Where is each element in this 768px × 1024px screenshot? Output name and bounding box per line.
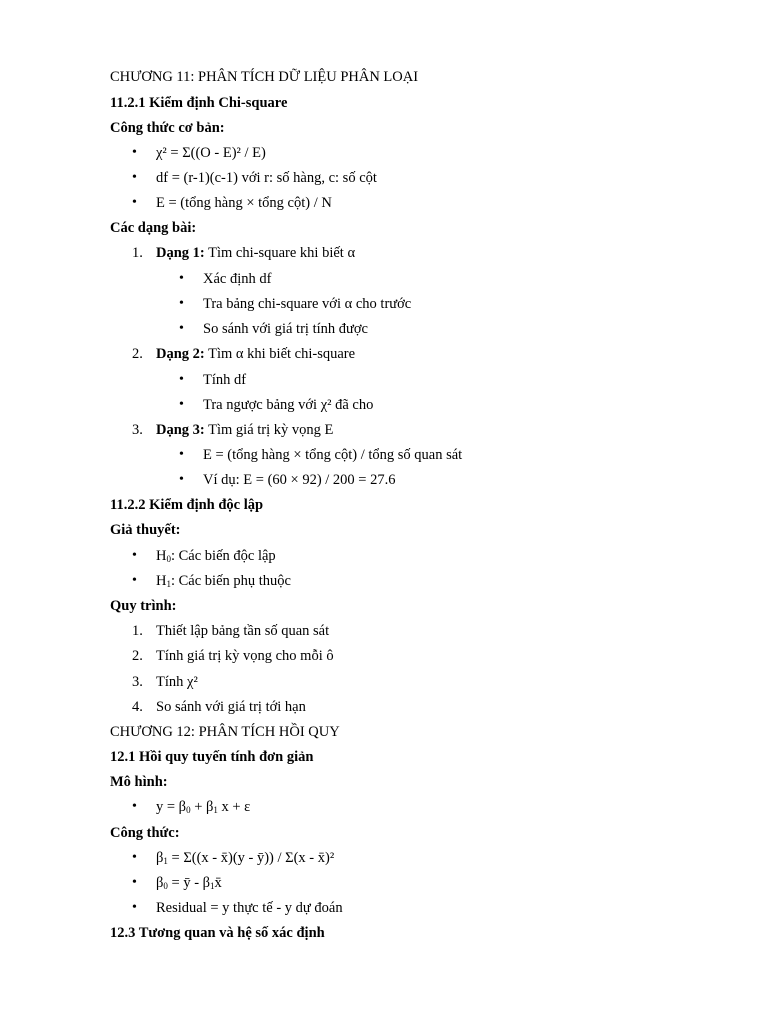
bullet: • <box>132 900 137 915</box>
hypothesis-text: : Các biến phụ thuộc <box>170 573 291 589</box>
types-label: Các dạng bài: <box>110 220 197 236</box>
list-item: Tra ngược bảng với χ² đã cho <box>203 397 374 413</box>
eq-part: y = β <box>156 799 187 815</box>
list-item: So sánh với giá trị tính được <box>203 321 368 337</box>
formula-df: df = (r-1)(c-1) với r: số hàng, c: số cột <box>156 170 377 186</box>
eq-part: = ȳ - β <box>167 875 211 891</box>
bullet: • <box>179 472 184 487</box>
list-number: 3. <box>132 674 143 690</box>
procedure-step: Tính giá trị kỳ vọng cho mỗi ô <box>156 648 334 664</box>
eq-part: x + ε <box>221 799 251 815</box>
bullet: • <box>179 372 184 387</box>
list-item: Tính df <box>203 372 247 388</box>
list-item: Tra bảng chi-square với α cho trước <box>203 296 412 312</box>
section-11-2-1-title: 11.2.1 Kiểm định Chi-square <box>110 95 288 111</box>
section-12-1-title: 12.1 Hồi quy tuyến tính đơn giản <box>110 749 314 765</box>
list-number: 2. <box>132 648 143 664</box>
subscript: 0 <box>166 554 171 564</box>
section-11-2-2-title: 11.2.2 Kiểm định độc lập <box>110 497 264 513</box>
type-2-item <box>156 345 355 363</box>
type-3-desc: Tìm giá trị kỳ vọng E <box>208 422 334 438</box>
eq-part: β <box>156 875 164 891</box>
bullet: • <box>132 850 137 865</box>
formula-beta1 <box>156 849 334 870</box>
type-2-name: Dạng 2: <box>156 346 205 362</box>
bullet: • <box>179 397 184 412</box>
list-item: Xác định df <box>203 271 272 287</box>
procedure-step: Thiết lập bảng tần số quan sát <box>156 623 330 639</box>
hypothesis-label: Giả thuyết: <box>110 522 181 538</box>
bullet: • <box>179 296 184 311</box>
hypothesis-h1 <box>156 572 291 593</box>
list-number: 1. <box>132 245 143 261</box>
formula-chi-square: χ² = Σ((O - E)² / E) <box>156 145 266 161</box>
eq-part: = Σ((x - x̄)(y - ȳ)) / Σ(x - x̄)² <box>167 850 335 866</box>
list-item: E = (tổng hàng × tổng cột) / tổng số quan sát <box>203 447 463 463</box>
subscript: 1 <box>213 805 218 815</box>
model-label: Mô hình: <box>110 774 168 790</box>
section-12-3-title: 12.3 Tương quan và hệ số xác định <box>110 925 325 941</box>
bullet: • <box>179 321 184 336</box>
bullet: • <box>132 875 137 890</box>
h-symbol: H <box>156 573 167 589</box>
hypothesis-h0 <box>156 547 276 568</box>
subscript: 1 <box>163 856 168 866</box>
bullet: • <box>132 145 137 160</box>
list-number: 2. <box>132 346 143 362</box>
subscript: 0 <box>186 805 191 815</box>
formula-label: Công thức cơ bản: <box>110 120 225 136</box>
procedure-step: So sánh với giá trị tới hạn <box>156 699 306 715</box>
bullet: • <box>132 573 137 588</box>
model-equation <box>156 798 250 819</box>
bullet: • <box>132 195 137 210</box>
bullet: • <box>132 548 137 563</box>
formula-residual: Residual = y thực tế - y dự đoán <box>156 900 343 916</box>
list-number: 3. <box>132 422 143 438</box>
bullet: • <box>132 799 137 814</box>
chapter-12-title: CHƯƠNG 12: PHÂN TÍCH HỒI QUY <box>110 724 340 740</box>
formula-beta0 <box>156 874 222 895</box>
subscript: 1 <box>166 579 171 589</box>
eq-part: β <box>156 850 164 866</box>
bullet: • <box>179 447 184 462</box>
list-number: 1. <box>132 623 143 639</box>
type-2-desc: Tìm α khi biết chi-square <box>208 346 356 362</box>
bullet: • <box>179 271 184 286</box>
bullet: • <box>132 170 137 185</box>
regression-formula-label: Công thức: <box>110 825 180 841</box>
type-1-desc: Tìm chi-square khi biết α <box>208 245 356 261</box>
chapter-11-title: CHƯƠNG 11: PHÂN TÍCH DỮ LIỆU PHÂN LOẠI <box>110 69 419 85</box>
procedure-label: Quy trình: <box>110 598 177 614</box>
type-3-name: Dạng 3: <box>156 422 205 438</box>
procedure-step: Tính χ² <box>156 674 198 690</box>
type-3-item <box>156 421 333 439</box>
subscript: 1 <box>210 881 215 891</box>
eq-part: + β <box>190 799 214 815</box>
formula-expected: E = (tổng hàng × tổng cột) / N <box>156 195 332 211</box>
subscript: 0 <box>163 881 168 891</box>
type-1-name: Dạng 1: <box>156 245 205 261</box>
h-symbol: H <box>156 548 167 564</box>
list-item: Ví dụ: E = (60 × 92) / 200 = 27.6 <box>203 472 396 488</box>
eq-part: x̄ <box>214 875 222 891</box>
hypothesis-text: : Các biến độc lập <box>170 548 276 564</box>
list-number: 4. <box>132 699 143 715</box>
type-1-item <box>156 244 355 262</box>
